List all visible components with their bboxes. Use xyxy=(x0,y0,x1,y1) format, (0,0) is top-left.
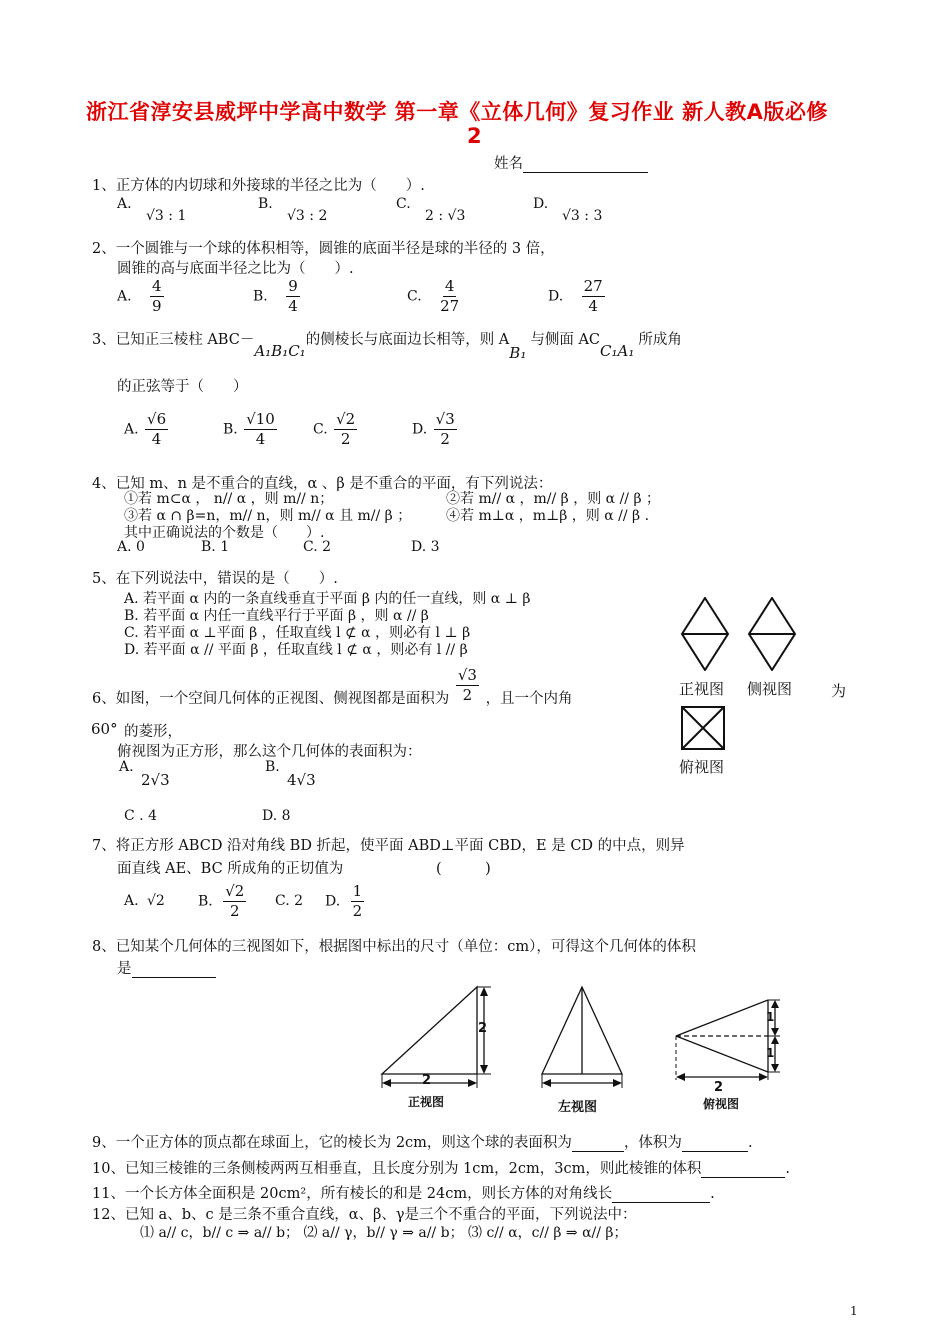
q7-option-d xyxy=(325,882,366,921)
q4-option-c: C. 2 xyxy=(303,539,332,555)
q6-stem-line1 xyxy=(92,666,573,709)
q7-option-b xyxy=(198,882,248,921)
q3-stem-part-a: 3、已知正三棱柱 ABC－ xyxy=(92,332,255,348)
q2-option-a xyxy=(117,277,166,316)
q2-option-a-fraction xyxy=(150,277,164,316)
q1-option-c-label: C. xyxy=(396,196,411,212)
q3-option-a-label: A. xyxy=(124,421,139,438)
q5-stem: 5、在下列说法中，错误的是（ ）. xyxy=(92,571,338,587)
q4-stem: 4、已知 m、n 是不重合的直线，α 、β 是不重合的平面，有下列说法： xyxy=(92,476,553,492)
q3-option-d xyxy=(412,410,459,449)
q1-option-a-value: √3 : 1 xyxy=(146,208,187,224)
q7-stem-line2: 面直线 AE、BC 所成角的正切值为 xyxy=(117,861,344,877)
q7-option-b-label: B. xyxy=(198,893,213,910)
q6-top-view-square xyxy=(681,706,725,750)
q3-d-num: √3 xyxy=(435,410,455,428)
q3-option-b xyxy=(223,410,279,449)
q2-option-b-fraction xyxy=(286,277,300,316)
q6-angle: 60° xyxy=(91,720,118,738)
q6-front-view-rhombus xyxy=(680,597,730,671)
q2-c-den: 27 xyxy=(440,296,460,315)
q3-a-num: √6 xyxy=(147,410,167,428)
q2-a-den: 9 xyxy=(152,296,162,315)
q10-text-end: . xyxy=(785,1161,790,1177)
q8-left-caption: 左视图 xyxy=(558,1100,598,1115)
q2-a-num: 4 xyxy=(152,277,162,295)
q6-area-num: √3 xyxy=(457,666,477,684)
q8-stem-line1: 8、已知某个几何体的三视图如下，根据图中标出的尺寸（单位：cm），可得这个几何体的体积 xyxy=(92,939,696,955)
q2-option-d-fraction xyxy=(582,277,605,316)
q3-option-a xyxy=(124,410,170,449)
q3-stem-line1 xyxy=(92,328,682,362)
q8-top-lower-label: 1 xyxy=(766,1046,775,1060)
q3-option-c xyxy=(313,410,359,449)
q6-side-view-rhombus xyxy=(747,597,797,671)
q4-option-b: B. 1 xyxy=(201,539,230,555)
q9-volume-blank xyxy=(682,1135,748,1152)
q3-option-c-label: C. xyxy=(313,421,328,438)
q2-d-num: 27 xyxy=(583,277,603,295)
q8-top-caption: 俯视图 xyxy=(703,1097,740,1111)
q8-top-upper-label: 1 xyxy=(766,1010,775,1024)
q2-option-b xyxy=(253,277,302,316)
q6-wei: 为 xyxy=(831,682,847,700)
q8-top-width-label: 2 xyxy=(714,1080,724,1095)
name-field xyxy=(494,152,648,173)
q2-option-b-label: B. xyxy=(253,288,268,305)
q9-stem xyxy=(92,1131,753,1152)
q8-stem-2: 是 xyxy=(117,961,132,977)
q9-text-end: . xyxy=(747,1135,753,1151)
q6-option-b-label: B. xyxy=(265,759,280,775)
q7-answer-paren: ( ) xyxy=(436,861,491,877)
q2-stem-line1: 2、一个圆锥与一个球的体积相等，圆锥的底面半径是球的半径的 3 倍， xyxy=(92,241,555,257)
q6-stem-part-a: 6、如图，一个空间几何体的正视图、侧视图都是面积为 xyxy=(92,691,450,708)
q6-option-b-value: 4√3 xyxy=(287,771,316,789)
q2-option-a-label: A. xyxy=(117,288,132,305)
q4-statement-3: ③若 α ∩ β=n，m// n，则 m// α 且 m// β ； xyxy=(124,508,412,524)
q4-option-a: A. 0 xyxy=(117,539,145,555)
q7-d-num: 1 xyxy=(352,882,363,900)
q7-option-d-label: D. xyxy=(325,893,341,910)
q2-option-d-label: D. xyxy=(548,288,564,305)
q7-b-den: 2 xyxy=(229,901,240,920)
q9-area-blank xyxy=(572,1135,624,1152)
q4-statement-1: ①若 m⊂α ， n// α ，则 m// n； xyxy=(124,491,334,507)
q11-text-end: . xyxy=(710,1186,715,1202)
q6-side-view-caption: 侧视图 xyxy=(747,680,793,698)
q6-option-d: D. 8 xyxy=(262,808,291,824)
q2-option-c-fraction xyxy=(440,277,459,316)
q7-option-a xyxy=(124,893,165,909)
q3-b-num: √10 xyxy=(246,410,275,428)
q1-option-d-label: D. xyxy=(533,196,549,212)
q11-stem xyxy=(92,1182,715,1203)
q7-option-c: C. 2 xyxy=(275,893,304,909)
q4-statement-4: ④若 m⊥α ，m⊥β ，则 α // β . xyxy=(446,508,650,524)
q3-option-d-label: D. xyxy=(412,421,428,438)
q6-option-a-label: A. xyxy=(119,759,134,775)
q3-stem-line2: 的正弦等于（ ） xyxy=(117,379,248,395)
q12-stem: 12、已知 a、b、c 是三条不重合直线，α、β、γ是三个不重合的平面，下列说法中： xyxy=(92,1207,637,1223)
q10-stem xyxy=(92,1157,790,1178)
q3-option-d-fraction xyxy=(434,410,457,449)
q8-front-caption: 正视图 xyxy=(408,1095,445,1109)
q7-d-den: 2 xyxy=(352,901,363,920)
q3-d-den: 2 xyxy=(440,429,450,448)
q5-option-c: C. 若平面 α ⊥平面 β ，任取直线 l ⊄ α ，则必有 l ⊥ β xyxy=(124,625,471,641)
name-label: 姓名 xyxy=(494,156,523,172)
q3-option-b-label: B. xyxy=(223,421,238,438)
q12-statements: ⑴ a// c，b// c ⇒ a// b； ⑵ a// γ，b// γ ⇒ a// b； ⑶ c// α，c// β ⇒ α// β； xyxy=(140,1225,628,1241)
q7-option-a-label: A. xyxy=(124,893,139,909)
q1-option-d-value: √3 : 3 xyxy=(562,208,603,224)
q3-face-label: C₁A₁ xyxy=(600,342,635,360)
q8-answer-blank xyxy=(132,961,216,978)
q2-b-num: 9 xyxy=(288,277,298,295)
q2-option-c-label: C. xyxy=(407,288,422,305)
q5-option-a: A. 若平面 α 内的一条直线垂直于平面 β 内的任一直线，则 α ⊥ β xyxy=(124,591,531,607)
q7-option-b-fraction xyxy=(223,882,246,921)
q8-front-height-label: 2 xyxy=(478,1021,488,1036)
q7-option-a-value: √2 xyxy=(147,893,165,909)
q10-text: 10、已知三棱锥的三条侧棱两两互相垂直，且长度分别为 1cm，2cm，3cm，则此棱锥的体积 xyxy=(92,1161,702,1177)
q3-point-b1: B₁ xyxy=(509,344,527,362)
q7-b-num: √2 xyxy=(225,882,245,900)
q3-option-a-fraction xyxy=(145,410,168,449)
q8-front-width-label: 2 xyxy=(422,1073,432,1088)
document-title-line1: 浙江省淳安县威坪中学高中数学 第一章《立体几何》复习作业 新人教A版必修 xyxy=(86,100,828,124)
q1-option-b-value: √3 : 2 xyxy=(287,208,328,224)
q3-option-c-fraction xyxy=(334,410,357,449)
q1-stem: 1、正方体的内切球和外接球的半径之比为（ ）. xyxy=(92,178,425,194)
q3-stem-part-d: 所成角 xyxy=(638,332,682,348)
q6-front-view-caption: 正视图 xyxy=(679,680,725,698)
q2-c-num: 4 xyxy=(444,277,455,295)
q1-option-c-value: 2 : √3 xyxy=(425,208,466,224)
q4-question: 其中正确说法的个数是（ ）. xyxy=(124,525,325,541)
q3-c-den: 2 xyxy=(340,429,351,448)
q11-text: 11、一个长方体全面积是 20cm²，所有棱长的和是 24cm，则长方体的对角线长 xyxy=(92,1186,613,1202)
q6-stem-line3: 俯视图为正方形，那么这个几何体的表面积为： xyxy=(117,744,422,760)
q7-stem-line1: 7、将正方形 ABCD 沿对角线 BD 折起，使平面 ABD⊥平面 CBD，E 是 CD 的中点，则异 xyxy=(92,838,685,854)
document-title-line2: 2 xyxy=(467,124,483,148)
page-number: 1 xyxy=(850,1304,858,1318)
q3-b-den: 4 xyxy=(255,429,266,448)
q4-option-d: D. 3 xyxy=(411,539,440,555)
q2-stem-line2: 圆锥的高与底面半径之比为（ ）. xyxy=(117,261,354,277)
q2-option-c xyxy=(407,277,461,316)
q3-option-b-fraction xyxy=(244,410,277,449)
name-blank xyxy=(523,156,648,173)
q3-stem-part-c: 与侧面 AC xyxy=(530,332,601,348)
q6-stem-part-b: ，且一个内角 xyxy=(485,691,573,708)
q6-option-a-value: 2√3 xyxy=(141,771,170,789)
q2-d-den: 4 xyxy=(588,296,598,315)
q11-diagonal-blank xyxy=(612,1186,710,1203)
q6-top-view-caption: 俯视图 xyxy=(679,758,725,776)
q6-area-fraction xyxy=(456,666,479,705)
q9-text-mid: ，体积为 xyxy=(623,1135,682,1151)
q5-option-d: D. 若平面 α // 平面 β ，任取直线 l ⊄ α ，则必有 l // β xyxy=(124,642,468,658)
q2-b-den: 4 xyxy=(288,296,298,315)
q6-stem-line2: 的菱形， xyxy=(124,724,182,740)
q3-c-num: √2 xyxy=(336,410,356,428)
q2-option-d xyxy=(548,277,607,316)
q1-option-b-label: B. xyxy=(258,196,273,212)
q6-option-c: C . 4 xyxy=(124,808,157,824)
q9-text: 9、一个正方体的顶点都在球面上，它的棱长为 2cm，则这个球的表面积为 xyxy=(92,1135,572,1151)
q7-option-d-fraction xyxy=(351,882,365,921)
q5-option-b: B. 若平面 α 内任一直线平行于平面 β ，则 α // β xyxy=(124,608,429,624)
q8-stem-line2 xyxy=(117,957,216,978)
q3-stem-part-b: 的侧棱长与底面边长相等，则 A xyxy=(305,332,510,348)
q10-volume-blank xyxy=(701,1161,785,1178)
q3-a-den: 4 xyxy=(151,429,162,448)
q6-area-den: 2 xyxy=(462,685,473,704)
q1-option-a-label: A. xyxy=(117,196,132,212)
q4-statement-2: ②若 m// α ，m// β ，则 α // β ； xyxy=(446,491,660,507)
q3-prism-label: A₁B₁C₁ xyxy=(254,342,306,360)
